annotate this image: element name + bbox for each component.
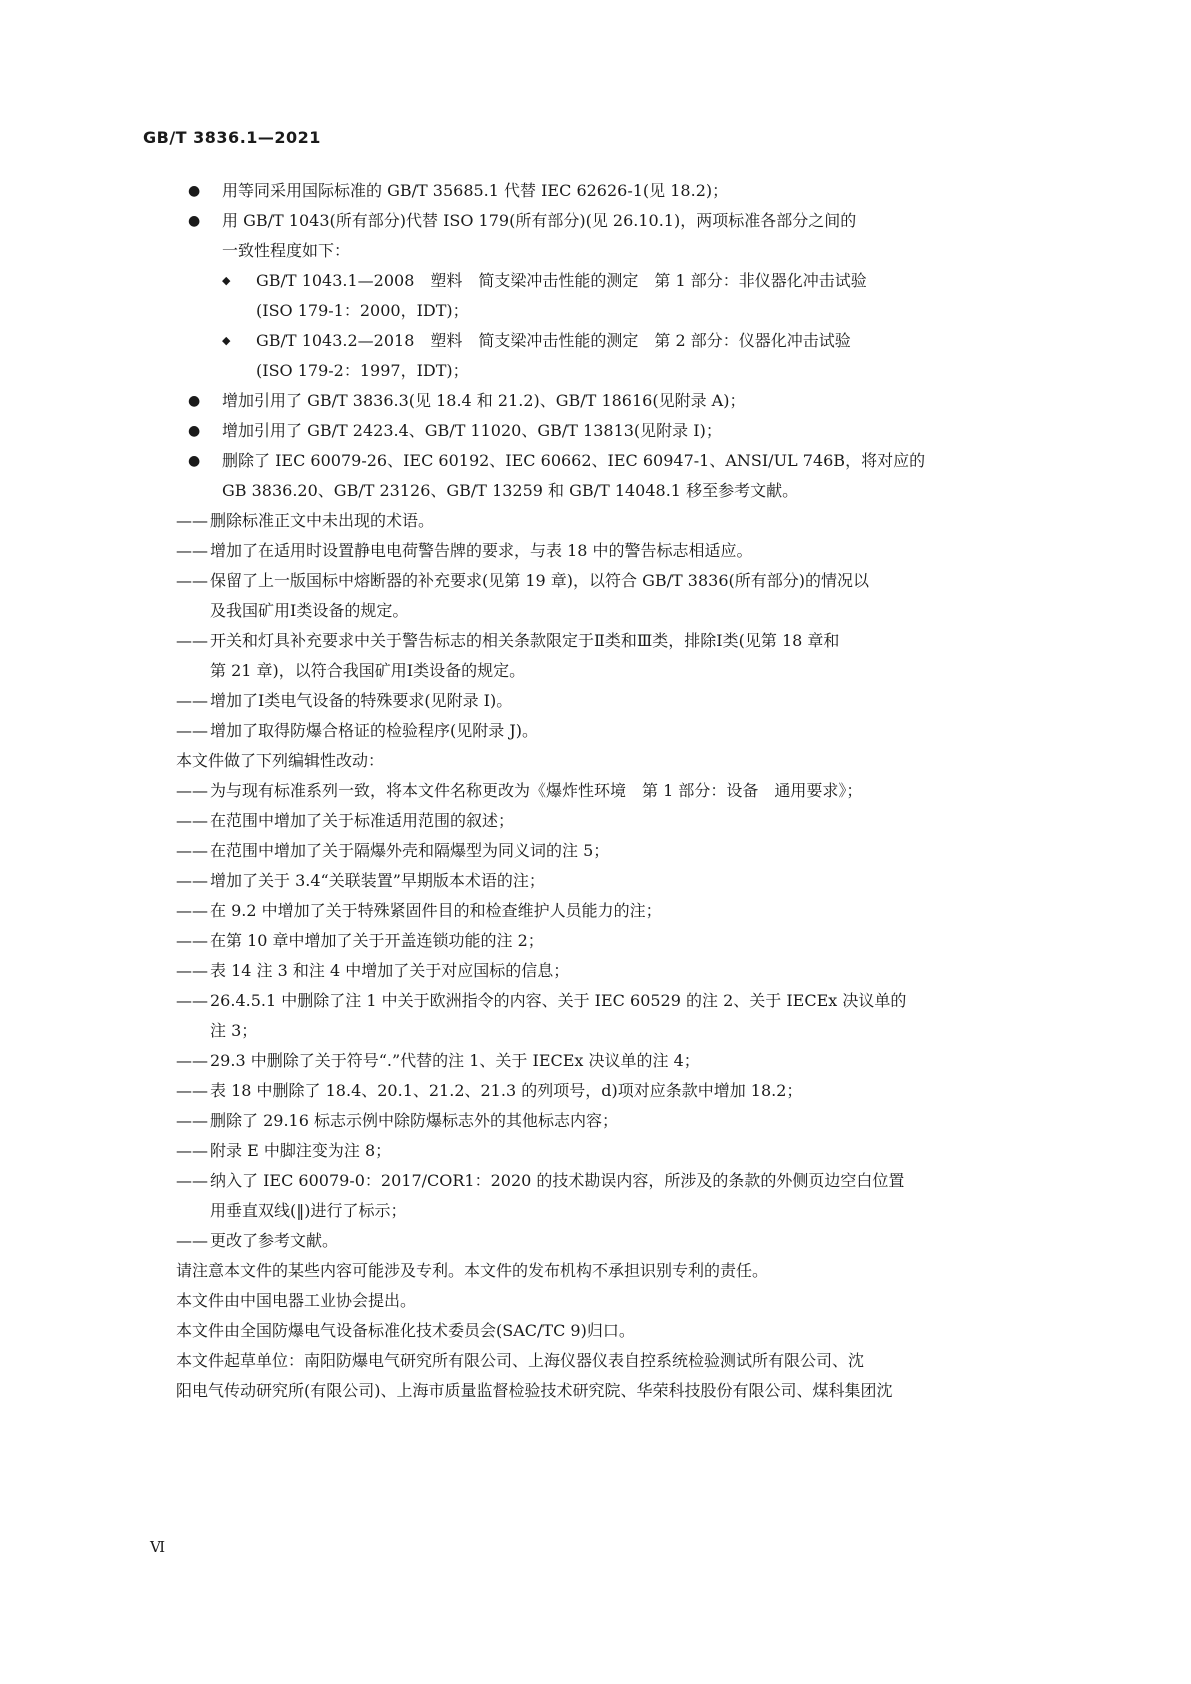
dash-list-item: [176, 806, 1038, 836]
dash-marker: ——: [176, 811, 208, 830]
dash-list-item-text: 在范围中增加了关于标准适用范围的叙述；: [210, 811, 515, 830]
dash-list-item: [176, 1046, 1038, 1076]
dash-list-item-continuation: 第 21 章)，以符合我国矿用Ⅰ类设备的规定。: [210, 661, 526, 680]
dash-list-item-continuation: 及我国矿用Ⅰ类设备的规定。: [210, 601, 409, 620]
dash-list-item-text: 29.3 中删除了关于符号“.”代替的注 1、关于 IECEx 决议单的注 4；: [210, 1051, 700, 1070]
dash-list-item-text: 在范围中增加了关于隔爆外壳和隔爆型为同义词的注 5；: [210, 841, 610, 860]
dash-list-item: [176, 686, 1038, 716]
bullet-item: [188, 206, 1050, 236]
dash-marker: ——: [176, 1141, 208, 1160]
dash-marker: ——: [176, 1081, 208, 1100]
dash-list-item: [176, 836, 1038, 866]
closing-paragraph: 本文件起草单位：南阳防爆电气研究所有限公司、上海仪器仪表自控系统检验测试所有限公司、沈: [176, 1351, 865, 1370]
dash-list-item: [176, 926, 1038, 956]
bullet-item-text: 增加引用了 GB/T 3836.3(见 18.4 和 21.2)、GB/T 18616(见附录 A)；: [222, 391, 746, 410]
dash-marker: ——: [176, 1051, 208, 1070]
dash-list-item-continuation: 注 3；: [210, 1021, 258, 1040]
dash-list-item: [176, 626, 1038, 656]
closing-paragraph-continuation: 阳电气传动研究所(有限公司)、上海市质量监督检验技术研究院、华荣科技股份有限公司、煤科集团沈: [176, 1381, 893, 1400]
closing-paragraph: 本文件由中国电器工业协会提出。: [176, 1291, 417, 1310]
dash-list-item-text: 表 18 中删除了 18.4、20.1、21.2、21.3 的列项号，d)项对应条款中增加 18.2；: [210, 1081, 803, 1100]
bullet-item: [188, 446, 1050, 476]
dash-marker: ——: [176, 1231, 208, 1250]
closing-paragraph: 本文件由全国防爆电气设备标准化技术委员会(SAC/TC 9)归口。: [176, 1321, 635, 1340]
sub-bullet-item: [222, 326, 1050, 356]
dash-list-item: [176, 896, 1038, 926]
document-number-header: GB/T 3836.1—2021: [143, 128, 321, 147]
dash-marker: ——: [176, 781, 208, 800]
bullet-dot-icon: ●: [188, 393, 201, 409]
dash-list-item: [176, 776, 1038, 806]
dash-list-item: [176, 986, 1038, 1016]
dash-list-item: [176, 1226, 1038, 1256]
bullet-item-continuation: 一致性程度如下：: [222, 241, 351, 260]
editorial-changes-intro: 本文件做了下列编辑性改动：: [176, 751, 385, 770]
dash-list-item-text: 纳入了 IEC 60079-0：2017/COR1：2020 的技术勘误内容，所涉及的条款的外侧页边空白位置: [210, 1171, 905, 1190]
dash-list-item: [176, 956, 1038, 986]
dash-list-item-text: 增加了Ⅰ类电气设备的特殊要求(见附录 I)。: [210, 691, 513, 710]
dash-marker: ——: [176, 1171, 208, 1190]
dash-list-item-text: 更改了参考文献。: [210, 1231, 339, 1250]
bullet-dot-icon: ●: [188, 453, 201, 469]
change-list: [176, 506, 1038, 1406]
dash-marker: ——: [176, 961, 208, 980]
dash-marker: ——: [176, 901, 208, 920]
bullet-item-text: 用 GB/T 1043(所有部分)代替 ISO 179(所有部分)(见 26.10.1)，两项标准各部分之间的: [222, 211, 857, 230]
bullet-item: [188, 416, 1050, 446]
diamond-bullet-icon: ◆: [222, 334, 231, 347]
dash-list-item: [176, 1106, 1038, 1136]
dash-list-item-text: 26.4.5.1 中删除了注 1 中关于欧洲指令的内容、关于 IEC 60529 的注 2、关于 IECEx 决议单的: [210, 991, 907, 1010]
dash-marker: ——: [176, 691, 208, 710]
dash-list-item-text: 在 9.2 中增加了关于特殊紧固件目的和检查维护人员能力的注；: [210, 901, 662, 920]
dash-list-item-text: 增加了在适用时设置静电电荷警告牌的要求，与表 18 中的警告标志相适应。: [210, 541, 753, 560]
dash-marker: ——: [176, 541, 208, 560]
dash-marker: ——: [176, 871, 208, 890]
bullet-item-text: 增加引用了 GB/T 2423.4、GB/T 11020、GB/T 13813(见附录 I)；: [222, 421, 722, 440]
bullet-item: [188, 176, 1050, 206]
sub-bullet-text: GB/T 1043.1—2008 塑料 简支梁冲击性能的测定 第 1 部分：非仪器化冲击试验: [256, 271, 867, 290]
bullet-item: [188, 386, 1050, 416]
dash-list-item: [176, 1136, 1038, 1166]
dash-marker: ——: [176, 631, 208, 650]
dash-list-item: [176, 536, 1038, 566]
dash-marker: ——: [176, 571, 208, 590]
dash-list-item: [176, 866, 1038, 896]
dash-list-item: [176, 506, 1038, 536]
sub-bullet-continuation: (ISO 179-1：2000，IDT)；: [256, 301, 469, 320]
bullet-item-text: 用等同采用国际标准的 GB/T 35685.1 代替 IEC 62626-1(见 18.2)；: [222, 181, 729, 200]
sub-bullet-text: GB/T 1043.2—2018 塑料 简支梁冲击性能的测定 第 2 部分：仪器化冲击试验: [256, 331, 851, 350]
bullet-item-text: 删除了 IEC 60079-26、IEC 60192、IEC 60662、IEC 60947-1、ANSI/UL 746B，将对应的: [222, 451, 926, 470]
bullet-dot-icon: ●: [188, 213, 201, 229]
dash-list-item-text: 在第 10 章中增加了关于开盖连锁功能的注 2；: [210, 931, 544, 950]
dash-list-item-text: 删除了 29.16 标志示例中除防爆标志外的其他标志内容；: [210, 1111, 618, 1130]
page-number: Ⅵ: [150, 1538, 166, 1556]
bullet-dot-icon: ●: [188, 183, 201, 199]
dash-list-item: [176, 566, 1038, 596]
dash-list-item-text: 附录 E 中脚注变为注 8；: [210, 1141, 392, 1160]
dash-list-item: [176, 1076, 1038, 1106]
sub-bullet-continuation: (ISO 179-2：1997，IDT)；: [256, 361, 469, 380]
dash-marker: ——: [176, 721, 208, 740]
dash-list-item-text: 为与现有标准系列一致，将本文件名称更改为《爆炸性环境 第 1 部分：设备 通用要求》；: [210, 781, 863, 800]
dash-list-item-text: 表 14 注 3 和注 4 中增加了关于对应国标的信息；: [210, 961, 570, 980]
dash-marker: ——: [176, 991, 208, 1010]
dash-list-item: [176, 1166, 1038, 1196]
dash-marker: ——: [176, 931, 208, 950]
diamond-bullet-icon: ◆: [222, 274, 231, 287]
closing-paragraph: 请注意本文件的某些内容可能涉及专利。本文件的发布机构不承担识别专利的责任。: [176, 1261, 769, 1280]
dash-marker: ——: [176, 1111, 208, 1130]
document-body: [188, 176, 1050, 506]
dash-list-item-text: 增加了取得防爆合格证的检验程序(见附录 J)。: [210, 721, 538, 740]
dash-list-item: [176, 716, 1038, 746]
dash-marker: ——: [176, 511, 208, 530]
sub-bullet-item: [222, 266, 1050, 296]
bullet-item-continuation: GB 3836.20、GB/T 23126、GB/T 13259 和 GB/T 14048.1 移至参考文献。: [222, 481, 799, 500]
dash-list-item-text: 删除标准正文中未出现的术语。: [210, 511, 435, 530]
dash-marker: ——: [176, 841, 208, 860]
dash-list-item-text: 保留了上一版国标中熔断器的补充要求(见第 19 章)，以符合 GB/T 3836(所有部分)的情况以: [210, 571, 869, 590]
dash-list-item-text: 增加了关于 3.4“关联装置”早期版本术语的注；: [210, 871, 545, 890]
dash-list-item-continuation: 用垂直双线(‖)进行了标示；: [210, 1201, 407, 1220]
bullet-dot-icon: ●: [188, 423, 201, 439]
dash-list-item-text: 开关和灯具补充要求中关于警告标志的相关条款限定于Ⅱ类和Ⅲ类，排除Ⅰ类(见第 18 章和: [210, 631, 840, 650]
